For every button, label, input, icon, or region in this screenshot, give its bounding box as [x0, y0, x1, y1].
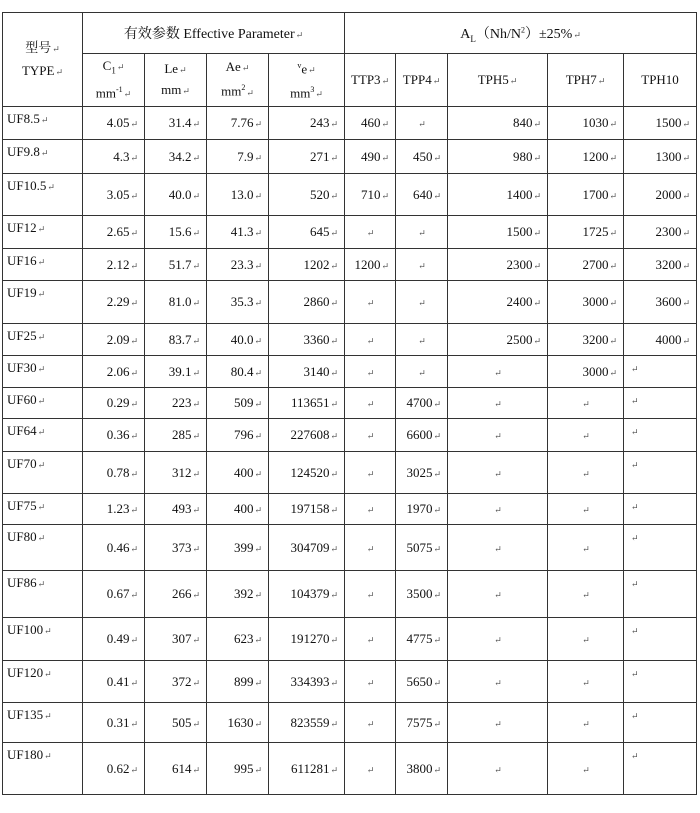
le-cell: 372↵ [145, 661, 207, 703]
header-row-sub [3, 54, 697, 107]
ae-cell: 35.3↵ [207, 281, 269, 324]
tph10-cell: ↵ [624, 661, 697, 703]
ve-cell: 2860↵ [269, 281, 345, 324]
type-cell: UF80↵ [3, 525, 83, 571]
tph5-cell: 2400↵ [448, 281, 548, 324]
tpp4-cell: ↵ [396, 216, 448, 249]
tph5-cell: ↵ [448, 618, 548, 661]
tph7-cell: 3000↵ [548, 356, 624, 388]
tph5-cell: 2300↵ [448, 249, 548, 281]
tph5-cell: ↵ [448, 743, 548, 795]
tpp4-cell: ↵ [396, 107, 448, 140]
tpp4-cell: 5075↵ [396, 525, 448, 571]
c1-cell: 0.29↵ [83, 388, 145, 419]
ttp3-cell: 460↵ [345, 107, 396, 140]
ae-cell: 399↵ [207, 525, 269, 571]
c1-cell: 0.36↵ [83, 419, 145, 452]
core-parameter-table [2, 12, 697, 795]
le-cell: 505↵ [145, 703, 207, 743]
type-cell: UF86↵ [3, 571, 83, 618]
ttp3-cell: ↵ [345, 419, 396, 452]
table-row [3, 107, 697, 140]
tph7-cell: 1700↵ [548, 174, 624, 216]
ve-cell: 645↵ [269, 216, 345, 249]
ve-cell: 334393↵ [269, 661, 345, 703]
tpp4-cell: ↵ [396, 281, 448, 324]
tph7-cell: ↵ [548, 571, 624, 618]
tph7-cell: ↵ [548, 661, 624, 703]
le-cell: 223↵ [145, 388, 207, 419]
type-cell: UF10.5↵ [3, 174, 83, 216]
tph10-cell: ↵ [624, 618, 697, 661]
ve-cell: 124520↵ [269, 452, 345, 494]
ae-cell: 400↵ [207, 494, 269, 525]
ae-cell: 41.3↵ [207, 216, 269, 249]
table-row [3, 452, 697, 494]
ttp3-cell: ↵ [345, 571, 396, 618]
tpp4-cell: 6600↵ [396, 419, 448, 452]
spec-table-container [2, 12, 697, 795]
table-row [3, 174, 697, 216]
ttp3-cell: 490↵ [345, 140, 396, 174]
ve-cell: 197158↵ [269, 494, 345, 525]
ttp3-cell: 710↵ [345, 174, 396, 216]
table-row [3, 281, 697, 324]
table-row [3, 703, 697, 743]
ae-cell: 899↵ [207, 661, 269, 703]
ttp3-cell: ↵ [345, 324, 396, 356]
le-cell: 39.1↵ [145, 356, 207, 388]
tph10-cell: 2000↵ [624, 174, 697, 216]
ae-cell: 623↵ [207, 618, 269, 661]
ve-cell: 227608↵ [269, 419, 345, 452]
c1-cell: 2.12↵ [83, 249, 145, 281]
ve-cell: 1202↵ [269, 249, 345, 281]
ttp3-cell: ↵ [345, 452, 396, 494]
ve-cell: 104379↵ [269, 571, 345, 618]
ae-cell: 80.4↵ [207, 356, 269, 388]
le-cell: 34.2↵ [145, 140, 207, 174]
ve-cell: 823559↵ [269, 703, 345, 743]
ttp3-cell: 1200↵ [345, 249, 396, 281]
tph7-cell: 1030↵ [548, 107, 624, 140]
table-row [3, 388, 697, 419]
ae-cell: 392↵ [207, 571, 269, 618]
tpp4-cell: 4775↵ [396, 618, 448, 661]
type-cell: UF8.5↵ [3, 107, 83, 140]
tph10-cell: ↵ [624, 525, 697, 571]
tpp4-cell: 3800↵ [396, 743, 448, 795]
ae-cell: 995↵ [207, 743, 269, 795]
tph10-cell: ↵ [624, 452, 697, 494]
tph7-cell: 1200↵ [548, 140, 624, 174]
c1-cell: 0.41↵ [83, 661, 145, 703]
tph5-cell: ↵ [448, 494, 548, 525]
tph10-cell: 4000↵ [624, 324, 697, 356]
tph10-cell: 2300↵ [624, 216, 697, 249]
c1-cell: 0.62↵ [83, 743, 145, 795]
ttp3-cell: ↵ [345, 388, 396, 419]
tpp4-cell: 7575↵ [396, 703, 448, 743]
tph10-header: TPH10 [624, 54, 697, 107]
tph7-cell: ↵ [548, 743, 624, 795]
table-row [3, 661, 697, 703]
ve-cell: 304709↵ [269, 525, 345, 571]
table-row [3, 356, 697, 388]
ttp3-cell: ↵ [345, 216, 396, 249]
tph5-cell: ↵ [448, 452, 548, 494]
tph5-cell: ↵ [448, 419, 548, 452]
le-cell: 285↵ [145, 419, 207, 452]
tph10-cell: ↵ [624, 703, 697, 743]
tpp4-cell: ↵ [396, 324, 448, 356]
tph7-cell: 2700↵ [548, 249, 624, 281]
tph5-cell: ↵ [448, 525, 548, 571]
c1-cell: 4.05↵ [83, 107, 145, 140]
le-cell: 31.4↵ [145, 107, 207, 140]
table-body [3, 107, 697, 795]
ae-cell: 7.9↵ [207, 140, 269, 174]
type-cell: UF30↵ [3, 356, 83, 388]
le-cell: 266↵ [145, 571, 207, 618]
ttp3-header: TTP3↵ [345, 54, 396, 107]
ae-cell: 40.0↵ [207, 324, 269, 356]
tph7-cell: ↵ [548, 388, 624, 419]
ttp3-cell: ↵ [345, 743, 396, 795]
type-header-cn: 型号↵ [25, 39, 60, 55]
type-cell: UF135↵ [3, 703, 83, 743]
tph10-cell: 1300↵ [624, 140, 697, 174]
tph5-header: TPH5↵ [448, 54, 548, 107]
tpp4-cell: ↵ [396, 249, 448, 281]
ve-cell: 191270↵ [269, 618, 345, 661]
tpp4-header: TPP4↵ [396, 54, 448, 107]
le-cell: 373↵ [145, 525, 207, 571]
type-cell: UF75↵ [3, 494, 83, 525]
type-cell: UF100↵ [3, 618, 83, 661]
tph10-cell: ↵ [624, 419, 697, 452]
tph7-cell: ↵ [548, 618, 624, 661]
ve-cell: 113651↵ [269, 388, 345, 419]
ae-cell: 23.3↵ [207, 249, 269, 281]
effective-parameter-header: 有效参数 Effective Parameter↵ [83, 13, 345, 54]
tph10-cell: ↵ [624, 743, 697, 795]
ttp3-cell: ↵ [345, 494, 396, 525]
type-cell: UF16↵ [3, 249, 83, 281]
tph7-cell: 3200↵ [548, 324, 624, 356]
ve-cell: 3140↵ [269, 356, 345, 388]
tph5-cell: 980↵ [448, 140, 548, 174]
type-cell: UF120↵ [3, 661, 83, 703]
tph10-cell: ↵ [624, 388, 697, 419]
tph5-cell: 1400↵ [448, 174, 548, 216]
le-header: Le↵ mm↵ [145, 54, 207, 107]
tph5-cell: ↵ [448, 571, 548, 618]
type-header-en: TYPE↵ [21, 62, 64, 78]
le-cell: 81.0↵ [145, 281, 207, 324]
tph5-cell: 2500↵ [448, 324, 548, 356]
le-cell: 307↵ [145, 618, 207, 661]
table-row [3, 249, 697, 281]
ttp3-cell: ↵ [345, 525, 396, 571]
header-row-top [3, 13, 697, 54]
le-cell: 51.7↵ [145, 249, 207, 281]
tph10-cell: ↵ [624, 494, 697, 525]
ttp3-cell: ↵ [345, 281, 396, 324]
ae-cell: 796↵ [207, 419, 269, 452]
type-cell: UF25↵ [3, 324, 83, 356]
c1-cell: 2.06↵ [83, 356, 145, 388]
type-cell: UF19↵ [3, 281, 83, 324]
tph7-cell: ↵ [548, 703, 624, 743]
c1-cell: 3.05↵ [83, 174, 145, 216]
ve-cell: 611281↵ [269, 743, 345, 795]
tpp4-cell: 5650↵ [396, 661, 448, 703]
c1-cell: 1.23↵ [83, 494, 145, 525]
ae-cell: 400↵ [207, 452, 269, 494]
tph10-cell: ↵ [624, 356, 697, 388]
al-header: $A_L(Nh/N^2)\pm 25\%↵$ [345, 13, 697, 54]
c1-cell: 0.49↵ [83, 618, 145, 661]
le-cell: 493↵ [145, 494, 207, 525]
tph10-cell: ↵ [624, 571, 697, 618]
table-row [3, 419, 697, 452]
table-row [3, 494, 697, 525]
tph7-cell: 3000↵ [548, 281, 624, 324]
ae-header: Ae↵ $mm^2↵$ [207, 54, 269, 107]
table-row [3, 743, 697, 795]
tpp4-cell: 450↵ [396, 140, 448, 174]
tph5-cell: ↵ [448, 388, 548, 419]
ve-header: $^v$e↵ $mm^3↵$ [269, 54, 345, 107]
tpp4-cell: 3500↵ [396, 571, 448, 618]
ae-cell: 1630↵ [207, 703, 269, 743]
table-row [3, 525, 697, 571]
type-cell: UF9.8↵ [3, 140, 83, 174]
c1-header: $C_1↵$ $mm^{-1}↵$ [83, 54, 145, 107]
le-cell: 83.7↵ [145, 324, 207, 356]
c1-cell: 0.67↵ [83, 571, 145, 618]
tph5-cell: 1500↵ [448, 216, 548, 249]
c1-cell: 2.65↵ [83, 216, 145, 249]
ttp3-cell: ↵ [345, 661, 396, 703]
c1-cell: 0.46↵ [83, 525, 145, 571]
ve-cell: 520↵ [269, 174, 345, 216]
c1-cell: 2.29↵ [83, 281, 145, 324]
type-header [3, 13, 83, 107]
type-cell: UF70↵ [3, 452, 83, 494]
tpp4-cell: 1970↵ [396, 494, 448, 525]
c1-cell: 2.09↵ [83, 324, 145, 356]
tph10-cell: 3600↵ [624, 281, 697, 324]
tpp4-cell: 3025↵ [396, 452, 448, 494]
tph7-cell: ↵ [548, 494, 624, 525]
ae-cell: 13.0↵ [207, 174, 269, 216]
c1-cell: 0.31↵ [83, 703, 145, 743]
table-row [3, 140, 697, 174]
type-cell: UF180↵ [3, 743, 83, 795]
tph7-header: TPH7↵ [548, 54, 624, 107]
tpp4-cell: 640↵ [396, 174, 448, 216]
tpp4-cell: ↵ [396, 356, 448, 388]
ve-cell: 243↵ [269, 107, 345, 140]
tph5-cell: ↵ [448, 661, 548, 703]
ve-cell: 3360↵ [269, 324, 345, 356]
le-cell: 40.0↵ [145, 174, 207, 216]
tph10-cell: 1500↵ [624, 107, 697, 140]
tph7-cell: ↵ [548, 419, 624, 452]
tpp4-cell: 4700↵ [396, 388, 448, 419]
c1-cell: 4.3↵ [83, 140, 145, 174]
ttp3-cell: ↵ [345, 356, 396, 388]
ttp3-cell: ↵ [345, 618, 396, 661]
ae-cell: 7.76↵ [207, 107, 269, 140]
tph7-cell: ↵ [548, 525, 624, 571]
table-row [3, 216, 697, 249]
tph5-cell: ↵ [448, 356, 548, 388]
type-cell: UF12↵ [3, 216, 83, 249]
ae-cell: 509↵ [207, 388, 269, 419]
ve-cell: 271↵ [269, 140, 345, 174]
c1-cell: 0.78↵ [83, 452, 145, 494]
table-row [3, 324, 697, 356]
type-cell: UF64↵ [3, 419, 83, 452]
le-cell: 614↵ [145, 743, 207, 795]
tph7-cell: ↵ [548, 452, 624, 494]
type-cell: UF60↵ [3, 388, 83, 419]
le-cell: 15.6↵ [145, 216, 207, 249]
table-row [3, 571, 697, 618]
tph10-cell: 3200↵ [624, 249, 697, 281]
tph5-cell: ↵ [448, 703, 548, 743]
ttp3-cell: ↵ [345, 703, 396, 743]
tph5-cell: 840↵ [448, 107, 548, 140]
table-row [3, 618, 697, 661]
le-cell: 312↵ [145, 452, 207, 494]
tph7-cell: 1725↵ [548, 216, 624, 249]
